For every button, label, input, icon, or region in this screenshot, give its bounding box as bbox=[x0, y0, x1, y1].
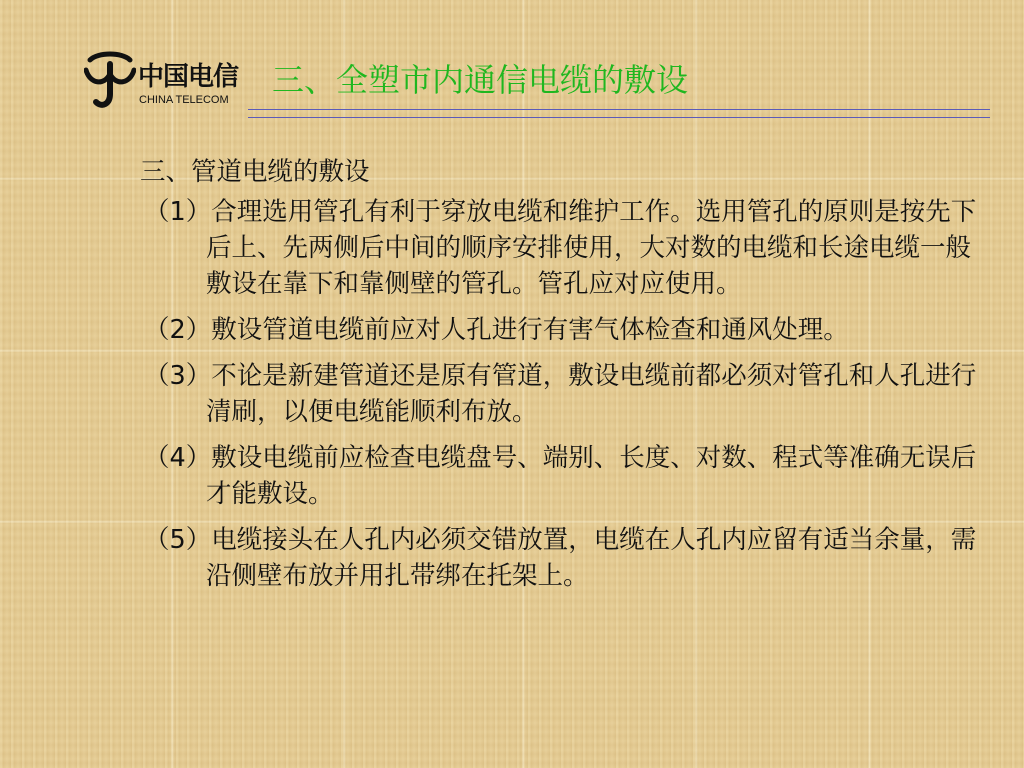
list-item bbox=[140, 358, 980, 430]
item-text: 敷设电缆前应检查电缆盘号、端别、长度、对数、程式等准确无误后才能敷设。 bbox=[206, 443, 977, 509]
logo-brand-en: CHINA TELECOM bbox=[139, 94, 229, 106]
slide-title: 三、全塑市内通信电缆的敷设 bbox=[272, 61, 689, 99]
item-number: （5） bbox=[144, 525, 212, 555]
slide-body bbox=[140, 154, 980, 604]
list-item bbox=[140, 312, 980, 348]
item-number: （1） bbox=[144, 197, 212, 227]
title-rule-top bbox=[248, 109, 990, 110]
item-number: （2） bbox=[144, 315, 212, 345]
section-heading: 三、管道电缆的敷设 bbox=[140, 157, 370, 187]
title-rule-bottom bbox=[248, 117, 990, 118]
china-telecom-logo bbox=[84, 48, 244, 112]
logo-brand-cn: 中国电信 bbox=[138, 62, 239, 92]
item-number: （3） bbox=[144, 361, 212, 391]
item-number: （4） bbox=[144, 443, 212, 473]
list-item bbox=[140, 522, 980, 594]
list-item bbox=[140, 194, 980, 302]
item-text: 电缆接头在人孔内必须交错放置，电缆在人孔内应留有适当余量，需沿侧壁布放并用扎带绑在托架上。 bbox=[206, 525, 977, 591]
item-text: 合理选用管孔有利于穿放电缆和维护工作。选用管孔的原则是按先下后上、先两侧后中间的顺序安排使用，大对数的电缆和长途电缆一般敷设在靠下和靠侧壁的管孔。管孔应对应使用。 bbox=[206, 197, 977, 299]
item-text: 不论是新建管道还是原有管道，敷设电缆前都必须对管孔和人孔进行清刷，以便电缆能顺利布放。 bbox=[206, 361, 977, 427]
list-item bbox=[140, 440, 980, 512]
item-text: 敷设管道电缆前应对人孔进行有害气体检查和通风处理。 bbox=[211, 315, 849, 345]
china-telecom-logo-icon bbox=[84, 50, 136, 112]
